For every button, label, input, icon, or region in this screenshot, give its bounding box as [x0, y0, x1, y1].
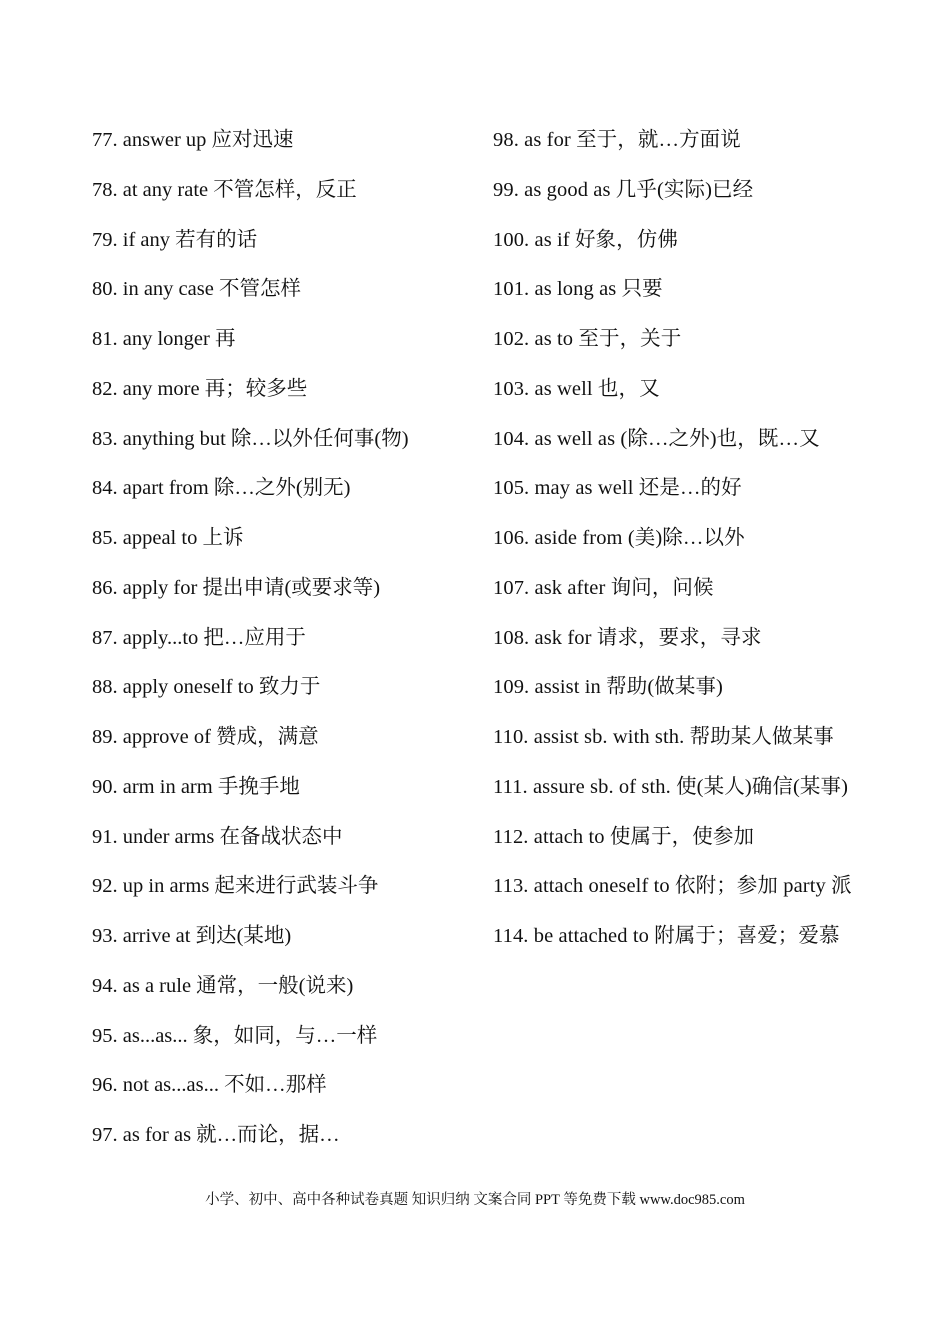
list-item: 93. arrive at 到达(某地): [92, 925, 292, 947]
list-item: 110. assist sb. with sth. 帮助某人做某事: [493, 726, 834, 748]
list-item: 103. as well 也，又: [493, 377, 660, 400]
list-item: 97. as for as 就…而论，据…: [92, 1124, 340, 1146]
left-column: [92, 116, 477, 1161]
page-footer: 小学、初中、高中各种试卷真题 知识归纳 文案合同 PPT 等免费下载 www.doc985.com: [205, 1192, 745, 1208]
list-item: 99. as good as 几乎(实际)已经: [493, 178, 754, 201]
list-item: 94. as a rule 通常，一般(说来): [92, 974, 354, 997]
list-item: 77. answer up 应对迅速: [92, 129, 294, 151]
list-item: 108. ask for 请求，要求，寻求: [493, 626, 762, 649]
list-item: 104. as well as (除…之外)也，既…又: [493, 427, 820, 450]
list-item: 95. as...as... 象，如同，与…一样: [92, 1024, 378, 1047]
list-item: 82. any more 再；较多些: [92, 377, 308, 400]
list-item: 81. any longer 再: [92, 328, 236, 350]
list-item: 87. apply...to 把…应用于: [92, 626, 306, 649]
list-item: 98. as for 至于，就…方面说: [493, 129, 741, 151]
list-item: 109. assist in 帮助(做某事): [493, 676, 723, 699]
list-item: 113. attach oneself to 依附；参加 party 派: [493, 875, 852, 898]
list-item: 107. ask after 询问，问候: [493, 576, 714, 599]
list-item: 86. apply for 提出申请(或要求等): [92, 576, 381, 599]
list-item: 84. apart from 除…之外(别无): [92, 477, 351, 500]
list-item: 105. may as well 还是…的好: [493, 477, 742, 500]
list-item: 112. attach to 使属于，使参加: [493, 825, 755, 848]
list-item: 89. approve of 赞成，满意: [92, 726, 319, 748]
list-item: 92. up in arms 起来进行武装斗争: [92, 875, 379, 898]
list-item: 102. as to 至于，关于: [493, 328, 682, 350]
list-item: 85. appeal to 上诉: [92, 527, 244, 549]
list-item: 101. as long as 只要: [493, 278, 663, 301]
list-item: 79. if any 若有的话: [92, 228, 258, 251]
list-item: 83. anything but 除…以外任何事(物): [92, 427, 409, 450]
list-item: 114. be attached to 附属于；喜爱；爱慕: [493, 925, 840, 947]
list-item: 91. under arms 在备战状态中: [92, 825, 343, 848]
list-item: 106. aside from (美)除…以外: [493, 527, 745, 549]
list-item: 78. at any rate 不管怎样，反正: [92, 178, 357, 201]
list-item: 111. assure sb. of sth. 使(某人)确信(某事): [493, 775, 848, 798]
list-item: 80. in any case 不管怎样: [92, 278, 301, 301]
list-item: 90. arm in arm 手挽手地: [92, 775, 300, 798]
right-column: [493, 116, 860, 962]
list-item: 100. as if 好象，仿佛: [493, 228, 678, 251]
list-item: 88. apply oneself to 致力于: [92, 676, 321, 699]
list-item: 96. not as...as... 不如…那样: [92, 1074, 327, 1097]
